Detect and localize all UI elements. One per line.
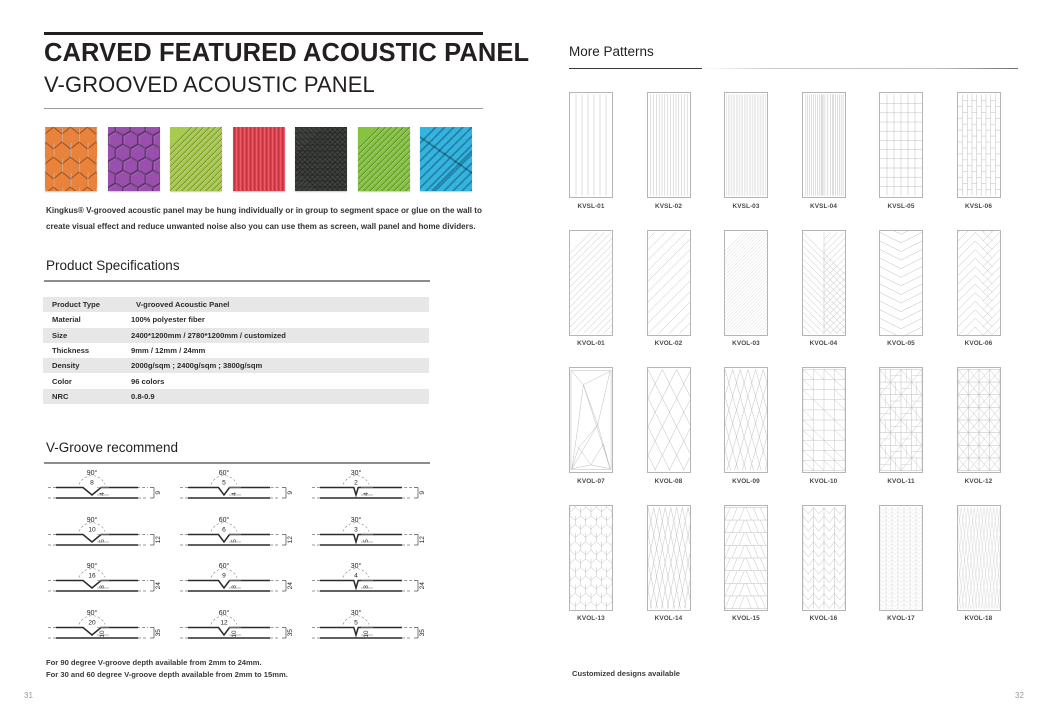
pattern-tile-cube-iso [569,505,613,611]
swatch-purple-hexagon [108,127,160,191]
svg-text:90°: 90° [86,516,98,524]
spec-row-value: V-grooved Acoustic Panel [136,300,230,310]
svg-text:60°: 60° [218,563,230,570]
pattern-tile-vlines-14 [647,92,691,198]
spec-row-value: 0.8-0.9 [131,391,155,401]
pattern-tile-vlines-24 [724,92,768,198]
swatch-red-stripe [233,127,285,191]
svg-text:9: 9 [222,572,226,580]
pattern-code-label: KVOL-12 [964,477,993,485]
pattern-tile-vlines-7 [569,92,613,198]
pattern-grid [569,92,1037,644]
pattern-code-label: KVOL-13 [577,615,605,622]
svg-text:12: 12 [287,535,294,543]
spec-row-value: 9mm / 12mm / 24mm [131,346,206,356]
page-subtitle: V-GROOVED ACOUSTIC PANEL [44,72,375,97]
pattern-tile-chevron-arrow [802,505,846,611]
svg-text:30°: 30° [350,609,362,617]
vgroove-cell [176,513,306,560]
customized-designs-note: Customized designs available [572,669,681,678]
title-bottom-rule [44,108,483,109]
pattern-code-label: KVSL-02 [655,202,682,210]
svg-text:5: 5 [222,479,226,487]
spec-row-key: Color [52,376,72,386]
svg-text:8: 8 [231,585,238,589]
page-title: CARVED FEATURED ACOUSTIC PANEL [44,39,530,67]
svg-text:60°: 60° [218,470,230,477]
pattern-cell[interactable] [957,230,1001,348]
svg-text:8: 8 [99,585,106,589]
vgroove-cell [176,606,306,653]
pattern-code-label: KVOL-05 [887,340,915,347]
svg-text:90°: 90° [86,470,98,477]
svg-text:24: 24 [287,582,294,590]
vgroove-note-line-2: For 30 and 60 degree V-groove depth available from 2mm to 15mm. [46,670,288,680]
swatch-green-diagonal [358,127,410,191]
spec-row [43,358,429,373]
pattern-tile-brick-vertical [957,92,1001,198]
svg-text:16: 16 [88,572,96,580]
pattern-code-label: KVOL-15 [732,615,760,622]
pattern-code-label: KVOL-11 [887,477,915,485]
swatch-orange-cube [45,127,97,191]
svg-text:30°: 30° [350,516,362,524]
pattern-cell[interactable] [879,230,923,348]
svg-text:9: 9 [155,490,162,495]
svg-text:3: 3 [354,525,358,533]
vgroove-heading-rule [44,462,430,464]
svg-text:60°: 60° [218,516,230,524]
pattern-code-label: KVOL-04 [809,340,838,347]
pattern-tile-vlines-mixed [802,92,846,198]
svg-text:30°: 30° [350,470,362,477]
vgroove-section-heading: V-Groove recommend [46,440,179,455]
pattern-cell[interactable] [802,230,846,348]
pattern-tile-chevron-down [879,230,923,336]
vgroove-cell [308,466,438,513]
pattern-cell[interactable] [957,505,1001,623]
pattern-tile-fine-diamond [957,505,1001,611]
pattern-code-label: KVOL-01 [577,340,605,347]
pattern-code-label: KVOL-17 [887,615,915,622]
svg-text:24: 24 [419,582,426,590]
pattern-code-label: KVOL-07 [577,477,605,485]
svg-text:12: 12 [419,535,426,543]
pattern-code-label: KVOL-10 [809,477,838,485]
svg-text:10: 10 [99,629,106,638]
spec-row-key: Thickness [52,346,90,356]
vgroove-cell [308,606,438,653]
pattern-cell[interactable] [879,367,923,485]
svg-text:12: 12 [155,535,162,543]
more-patterns-heading: More Patterns [569,44,654,59]
pattern-tile-diag-right-med [569,230,613,336]
svg-text:5: 5 [99,538,106,543]
svg-text:90°: 90° [86,609,98,617]
svg-text:4: 4 [363,492,370,496]
pattern-tile-grid-square [879,92,923,198]
svg-text:12: 12 [220,618,228,626]
svg-text:4: 4 [354,572,358,580]
pattern-tile-diag-mirrored [802,230,846,336]
svg-text:35: 35 [287,628,294,636]
svg-text:10: 10 [88,525,96,533]
svg-text:6: 6 [222,525,226,533]
page-number-right: 32 [1015,691,1024,700]
pattern-tile-fine-chevron [879,505,923,611]
spec-row-key: Material [52,315,81,325]
svg-text:24: 24 [155,582,162,590]
swatch-cyan-crosshatch [420,127,472,191]
pattern-code-label: KVOL-18 [964,615,993,622]
pattern-tile-diag-right-dense [724,230,768,336]
pattern-cell[interactable] [724,92,768,210]
svg-text:9: 9 [419,490,426,495]
pattern-tile-random-polygon [569,367,613,473]
pattern-cell[interactable] [802,367,846,485]
pattern-cell[interactable] [724,367,768,485]
spec-row-key: Density [52,361,80,371]
pattern-tile-diamond-lattice [647,505,691,611]
more-patterns-rule-gradient [702,68,1018,69]
vgroove-cell [308,559,438,606]
pattern-tile-pinwheel-triangle [879,367,923,473]
swatch-charcoal-triangle [295,127,347,191]
pattern-tile-herringbone-slant [724,505,768,611]
spec-row-key: Product Type [52,300,100,310]
svg-text:2: 2 [354,479,358,487]
spec-row [43,343,429,358]
spec-row [43,328,429,343]
spec-row-key: NRC [52,391,69,401]
svg-text:9: 9 [287,490,294,495]
svg-text:60°: 60° [218,609,230,617]
spec-row-value: 100% polyester fiber [131,315,205,325]
svg-text:90°: 90° [86,563,98,570]
pattern-code-label: KVSL-01 [577,202,605,210]
more-patterns-rule-dark [569,68,702,69]
pattern-tile-diag-right-wide [647,230,691,336]
svg-text:10: 10 [231,629,238,638]
vgroove-note-line-1: For 90 degree V-groove depth available from 2mm to 24mm. [46,658,262,667]
vgroove-diagram-grid [44,466,436,652]
pattern-cell[interactable] [647,230,691,348]
pattern-code-label: KVOL-16 [809,615,838,622]
pattern-cell[interactable] [647,92,691,210]
spec-row-value: 96 colors [131,376,165,386]
title-top-rule [44,32,483,35]
vgroove-cell [308,513,438,560]
pattern-tile-star-grid [957,367,1001,473]
spec-heading-rule [44,280,430,282]
pattern-code-label: KVOL-02 [654,340,683,347]
right-page [540,0,1060,724]
pattern-tile-small-diamond [724,367,768,473]
pattern-cell[interactable] [957,367,1001,485]
vgroove-notes [46,657,466,682]
swatch-lime-diagonal [170,127,222,191]
vgroove-cell [44,559,174,606]
vgroove-cell [44,466,174,513]
pattern-code-label: KVOL-06 [964,340,993,347]
pattern-tile-large-diamond [647,367,691,473]
svg-text:8: 8 [90,479,94,487]
spec-row-value: 2400*1200mm / 2780*1200mm / customized [131,330,286,340]
pattern-code-label: KVSL-04 [810,202,837,210]
svg-text:5: 5 [363,538,370,543]
pattern-code-label: KVOL-03 [732,340,760,347]
pattern-cell[interactable] [724,230,768,348]
pattern-code-label: KVSL-03 [732,202,760,210]
spec-row [43,373,429,388]
svg-text:20: 20 [88,618,96,626]
svg-text:4: 4 [99,492,106,496]
pattern-cell[interactable] [957,92,1001,210]
product-specifications-table [43,297,429,404]
pattern-cell[interactable] [879,505,923,623]
pattern-cell[interactable] [647,505,691,623]
vgroove-cell [176,466,306,513]
spec-row-key: Size [52,330,68,340]
vgroove-cell [176,559,306,606]
pattern-tile-maze-triangle [802,367,846,473]
svg-text:35: 35 [419,628,426,636]
svg-text:35: 35 [155,628,162,636]
page-number-left: 31 [24,691,33,700]
pattern-code-label: KVOL-08 [654,477,683,485]
pattern-cell[interactable] [569,367,613,485]
pattern-cell[interactable] [569,230,613,348]
vgroove-cell [44,606,174,653]
spec-row-value: 2000g/sqm ; 2400g/sqm ; 3800g/sqm [131,361,263,371]
spec-row [43,312,429,327]
svg-text:5: 5 [231,538,238,543]
vgroove-cell [44,513,174,560]
pattern-cell[interactable] [802,505,846,623]
pattern-cell[interactable] [569,92,613,210]
svg-text:5: 5 [354,618,358,626]
spec-section-heading: Product Specifications [46,258,180,273]
intro-paragraph: Kingkus® V-grooved acoustic panel may be hung individually or in group to segment space or glue on the wall to create visual effect and reduce unwanted noise also you can use them as screen, wall panel and home dividers. [46,206,482,232]
pattern-code-label: KVSL-06 [965,202,992,210]
svg-text:30°: 30° [350,563,362,570]
pattern-cell[interactable] [647,367,691,485]
pattern-code-label: KVSL-05 [887,202,915,210]
pattern-cell[interactable] [802,92,846,210]
pattern-cell[interactable] [569,505,613,623]
pattern-tile-chevron-split [957,230,1001,336]
spec-row [43,389,429,404]
color-swatch-row [45,127,495,191]
pattern-code-label: KVOL-14 [654,615,683,622]
spec-row [43,297,429,312]
pattern-code-label: KVOL-09 [732,477,760,485]
svg-text:10: 10 [363,629,370,638]
svg-text:8: 8 [363,585,370,589]
svg-text:4: 4 [231,492,238,496]
pattern-cell[interactable] [724,505,768,623]
pattern-cell[interactable] [879,92,923,210]
